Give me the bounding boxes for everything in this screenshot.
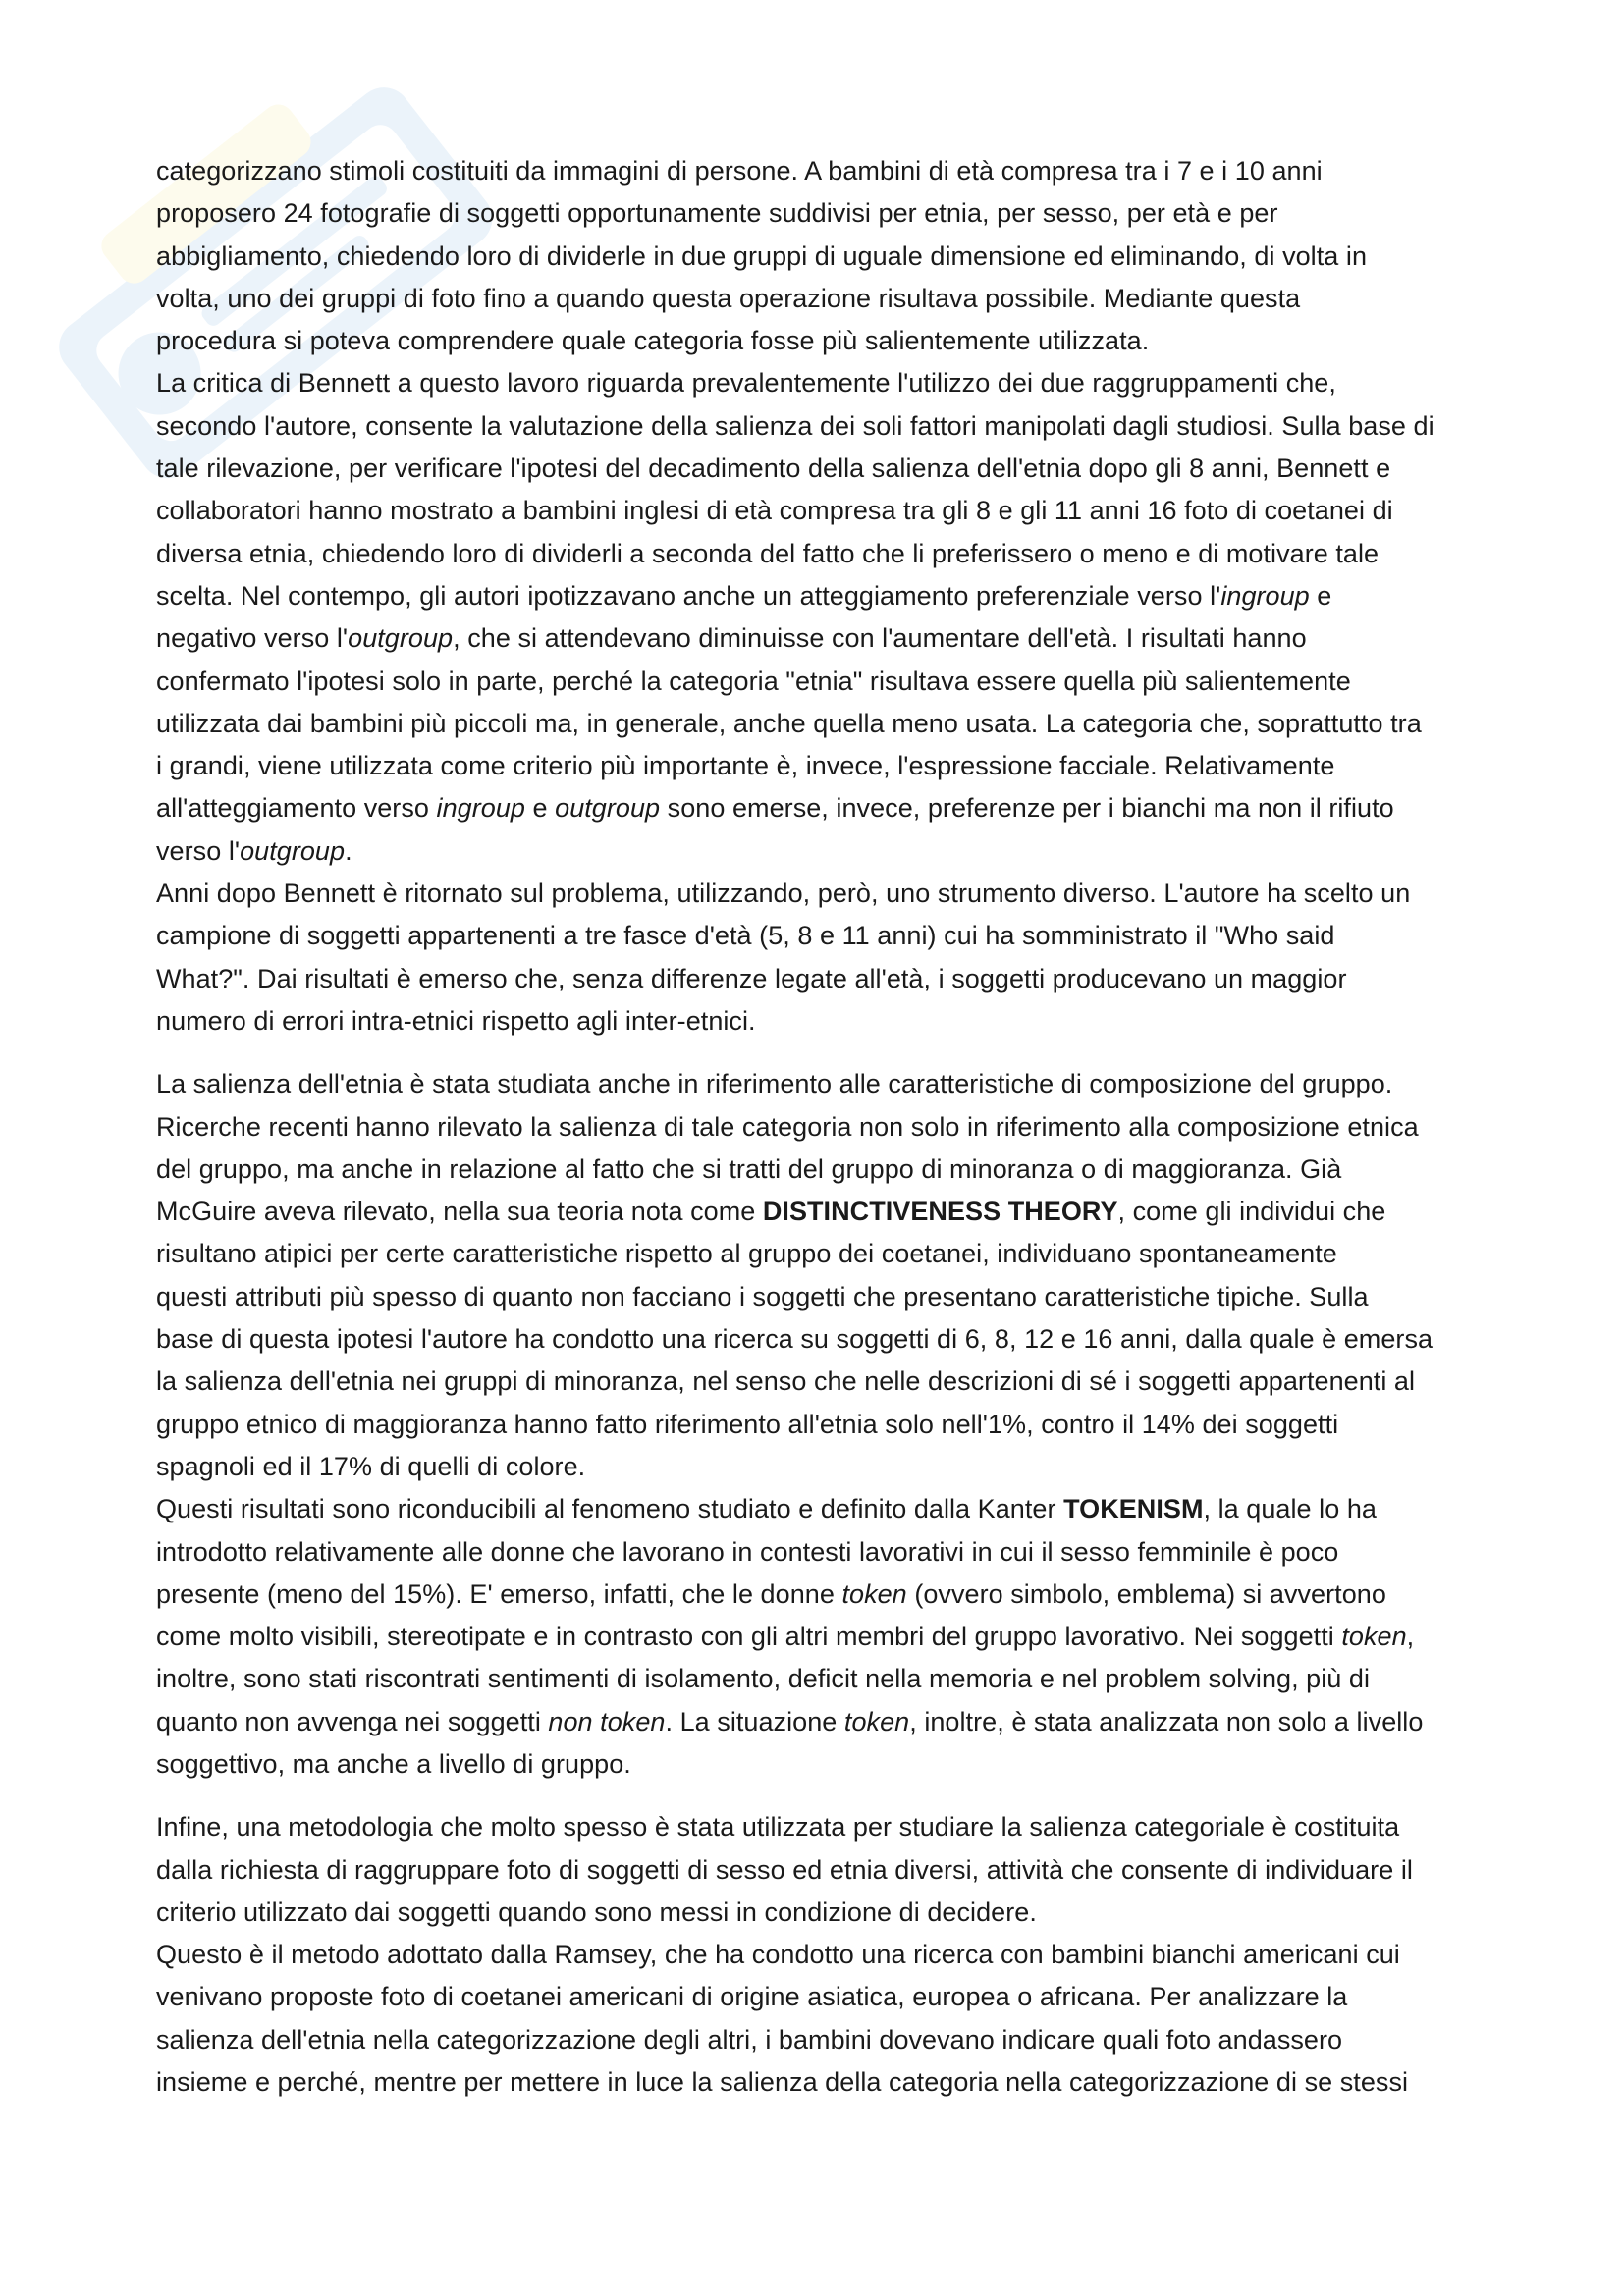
text-run: La salienza dell'etnia è stata studiata anche in riferimento alle caratteristiche di composizione del gruppo. bbox=[156, 1069, 1393, 1099]
paragraph bbox=[156, 150, 1472, 362]
text-run: collaboratori hanno mostrato a bambini inglesi di età compresa tra gli 8 e gli 11 anni 16 foto di coetanei di bbox=[156, 496, 1393, 526]
text-line bbox=[156, 411, 1434, 441]
text-run: insieme e perché, mentre per mettere in luce la salienza della categoria nella categorizzazione di se stessi bbox=[156, 2067, 1409, 2098]
text-run: confermato l'ipotesi solo in parte, perché la categoria "etnia" risultava essere quella più salientemente bbox=[156, 666, 1351, 696]
italic-term: ingroup bbox=[1220, 580, 1310, 611]
text-line bbox=[156, 1006, 756, 1036]
bold-term: DISTINCTIVENESS THEORY bbox=[762, 1197, 1118, 1227]
text-line bbox=[156, 1537, 1338, 1567]
text-line bbox=[156, 1197, 1385, 1226]
text-line bbox=[156, 1982, 1347, 2011]
text-run: What?". Dai risultati è emerso che, senza differenze legate all'età, i soggetti producevano un maggior bbox=[156, 963, 1347, 993]
italic-term: non token bbox=[548, 1706, 666, 1736]
text-line bbox=[156, 368, 1336, 398]
text-line bbox=[156, 623, 1307, 653]
text-run: , bbox=[1406, 1622, 1415, 1652]
text-run: salienza dell'etnia nella categorizzazione degli altri, i bambini dovevano indicare quali foto andassero bbox=[156, 2024, 1343, 2055]
text-run: introdotto relativamente alle donne che lavorano in contesti lavorativi in cui il sesso femminile è poco bbox=[156, 1536, 1339, 1567]
text-line bbox=[156, 1112, 1419, 1142]
text-run: . bbox=[345, 835, 352, 866]
text-run: Anni dopo Bennett è ritornato sul problema, utilizzando, però, uno strumento diverso. L'autore ha scelto un bbox=[156, 879, 1411, 909]
italic-term: token bbox=[841, 1578, 907, 1609]
text-run: McGuire aveva rilevato, nella sua teoria nota come bbox=[156, 1197, 763, 1227]
text-run: volta, uno dei gruppi di foto fino a quando questa operazione risultava possibile. Mediante questa bbox=[156, 283, 1301, 313]
italic-term: token bbox=[1341, 1622, 1407, 1652]
text-run: spagnoli ed il 17% di quelli di colore. bbox=[156, 1451, 586, 1481]
text-line bbox=[156, 496, 1393, 525]
text-run: campione di soggetti appartenenti a tre fasce d'età (5, 8 e 11 anni) cui ha somministrato il "Who said bbox=[156, 921, 1335, 951]
text-run: la salienza dell'etnia nei gruppi di minoranza, nel senso che nelle descrizioni di sé i soggetti appartenenti al bbox=[156, 1366, 1416, 1397]
text-run: utilizzata dai bambini più piccoli ma, in generale, anche quella meno usata. La categoria che, soprattutto tra bbox=[156, 708, 1422, 738]
text-run: secondo l'autore, consente la valutazione della salienza dei soli fattori manipolati dagli studiosi. Sulla base di bbox=[156, 410, 1434, 441]
text-run: questi attributi più spesso di quanto non facciano i soggetti che presentano caratteristiche tipiche. Sulla bbox=[156, 1281, 1369, 1311]
text-line bbox=[156, 581, 1331, 611]
text-line bbox=[156, 326, 1149, 355]
text-run: La critica di Bennett a questo lavoro riguarda prevalentemente l'utilizzo dei due raggruppamenti che, bbox=[156, 368, 1336, 399]
paragraph bbox=[156, 1934, 1472, 2104]
italic-term: outgroup bbox=[555, 793, 661, 824]
text-run: base di questa ipotesi l'autore ha condotto una ricerca su soggetti di 6, 8, 12 e 16 anni, dalla quale è emersa bbox=[156, 1324, 1434, 1355]
text-run: e bbox=[1309, 580, 1332, 611]
italic-term: ingroup bbox=[436, 793, 525, 824]
text-line bbox=[156, 1324, 1433, 1354]
text-line bbox=[156, 836, 352, 866]
text-line bbox=[156, 1154, 1341, 1184]
text-run: , come gli individui che bbox=[1117, 1197, 1386, 1227]
text-line bbox=[156, 1579, 1386, 1609]
text-run: Questi risultati sono riconducibili al fenomeno studiato e definito dalla Kanter bbox=[156, 1494, 1064, 1524]
text-run: proposero 24 fotografie di soggetti opportunamente suddivisi per etnia, per sesso, per età e per bbox=[156, 198, 1278, 229]
text-line bbox=[156, 879, 1410, 908]
document-body bbox=[156, 150, 1472, 2104]
text-run: risultano atipici per certe caratteristiche rispetto al gruppo dei coetanei, individuano spontaneamente bbox=[156, 1239, 1337, 1269]
italic-term: outgroup bbox=[240, 835, 346, 866]
text-run: criterio utilizzato dai soggetti quando sono messi in condizione di decidere. bbox=[156, 1896, 1037, 1927]
text-line bbox=[156, 1749, 631, 1779]
text-run: inoltre, sono stati riscontrati sentimenti di isolamento, deficit nella memoria e nel problem solving, più di bbox=[156, 1664, 1371, 1694]
text-run: i grandi, viene utilizzata come criterio più importante è, invece, l'espressione facciale. Relativamente bbox=[156, 751, 1335, 781]
text-run: tale rilevazione, per verificare l'ipotesi del decadimento della salienza dell'etnia dopo gli 8 anni, Bennett e bbox=[156, 454, 1391, 484]
text-run: del gruppo, ma anche in relazione al fatto che si tratti del gruppo di minoranza o di maggioranza. Già bbox=[156, 1153, 1342, 1184]
text-line bbox=[156, 1897, 1037, 1927]
text-run: negativo verso l' bbox=[156, 623, 349, 654]
text-line bbox=[156, 921, 1334, 950]
text-run: . La situazione bbox=[665, 1706, 844, 1736]
text-run: e bbox=[524, 793, 556, 824]
text-line bbox=[156, 198, 1278, 228]
text-line bbox=[156, 709, 1422, 738]
italic-term: token bbox=[843, 1706, 910, 1736]
text-run: (ovvero simbolo, emblema) si avvertono bbox=[906, 1578, 1386, 1609]
text-line bbox=[156, 1410, 1338, 1439]
text-run: gruppo etnico di maggioranza hanno fatto riferimento all'etnia solo nell'1%, contro il 14% dei soggetti bbox=[156, 1409, 1339, 1439]
text-run: , inoltre, è stata analizzata non solo a livello bbox=[909, 1706, 1424, 1736]
text-line bbox=[156, 2067, 1408, 2097]
text-run: Ricerche recenti hanno rilevato la salienza di tale categoria non solo in riferimento alla composizione etnica bbox=[156, 1111, 1419, 1142]
text-line bbox=[156, 667, 1351, 696]
text-line bbox=[156, 1707, 1423, 1736]
text-line bbox=[156, 1069, 1392, 1098]
text-line bbox=[156, 1366, 1415, 1396]
text-run: sono emerse, invece, preferenze per i bianchi ma non il rifiuto bbox=[660, 793, 1394, 824]
text-line bbox=[156, 156, 1323, 186]
text-run: quanto non avvenga nei soggetti bbox=[156, 1706, 549, 1736]
text-line bbox=[156, 539, 1379, 568]
text-line bbox=[156, 1494, 1377, 1523]
text-run: soggettivo, ma anche a livello di gruppo. bbox=[156, 1748, 631, 1779]
text-line bbox=[156, 284, 1300, 313]
paragraph bbox=[156, 1063, 1472, 1488]
text-line bbox=[156, 1855, 1413, 1885]
paragraph bbox=[156, 1488, 1472, 1786]
text-run: dalla richiesta di raggruppare foto di soggetti di sesso ed etnia diversi, attività che consente di individuare il bbox=[156, 1854, 1413, 1885]
text-run: numero di errori intra-etnici rispetto agli inter-etnici. bbox=[156, 1005, 756, 1036]
text-line bbox=[156, 964, 1347, 993]
text-run: scelta. Nel contempo, gli autori ipotizzavano anche un atteggiamento preferenziale verso l' bbox=[156, 580, 1221, 611]
text-line bbox=[156, 1940, 1400, 1969]
text-run: procedura si poteva comprendere quale categoria fosse più salientemente utilizzata. bbox=[156, 326, 1150, 356]
text-line bbox=[156, 2025, 1342, 2055]
paragraph bbox=[156, 1806, 1472, 1934]
text-run: venivano proposte foto di coetanei americani di origine asiatica, europea o africana. Per analizzare la bbox=[156, 1982, 1348, 2012]
text-run: , la quale lo ha bbox=[1203, 1494, 1377, 1524]
text-line bbox=[156, 1452, 585, 1481]
text-run: verso l' bbox=[156, 835, 241, 866]
text-run: Questo è il metodo adottato dalla Ramsey, che ha condotto una ricerca con bambini bianchi americani cui bbox=[156, 1940, 1400, 1970]
text-run: abbigliamento, chiedendo loro di dividerle in due gruppi di uguale dimensione ed eliminando, di volta in bbox=[156, 240, 1368, 271]
text-line bbox=[156, 751, 1334, 780]
paragraph bbox=[156, 873, 1472, 1042]
text-line bbox=[156, 1664, 1370, 1693]
text-line bbox=[156, 1282, 1369, 1311]
paragraph bbox=[156, 362, 1472, 873]
text-run: come molto visibili, stereotipate e in contrasto con gli altri membri del gruppo lavorativo. Nei soggetti bbox=[156, 1622, 1342, 1652]
text-line bbox=[156, 1239, 1337, 1268]
text-run: all'atteggiamento verso bbox=[156, 793, 437, 824]
text-run: diversa etnia, chiedendo loro di dividerli a seconda del fatto che li preferissero o meno e di motivare tale bbox=[156, 538, 1380, 568]
text-run: presente (meno del 15%). E' emerso, infatti, che le donne bbox=[156, 1578, 842, 1609]
text-line bbox=[156, 241, 1367, 271]
italic-term: outgroup bbox=[348, 623, 454, 654]
text-line bbox=[156, 1812, 1399, 1842]
text-run: categorizzano stimoli costituiti da immagini di persone. A bambini di età compresa tra i 7 e i 10 anni bbox=[156, 156, 1323, 186]
bold-term: TOKENISM bbox=[1063, 1494, 1204, 1524]
text-run: Infine, una metodologia che molto spesso è stata utilizzata per studiare la salienza categoriale è costituita bbox=[156, 1812, 1400, 1842]
text-line bbox=[156, 1622, 1414, 1651]
text-line bbox=[156, 793, 1394, 823]
text-line bbox=[156, 454, 1390, 483]
text-run: , che si attendevano diminuisse con l'aumentare dell'età. I risultati hanno bbox=[453, 623, 1307, 654]
